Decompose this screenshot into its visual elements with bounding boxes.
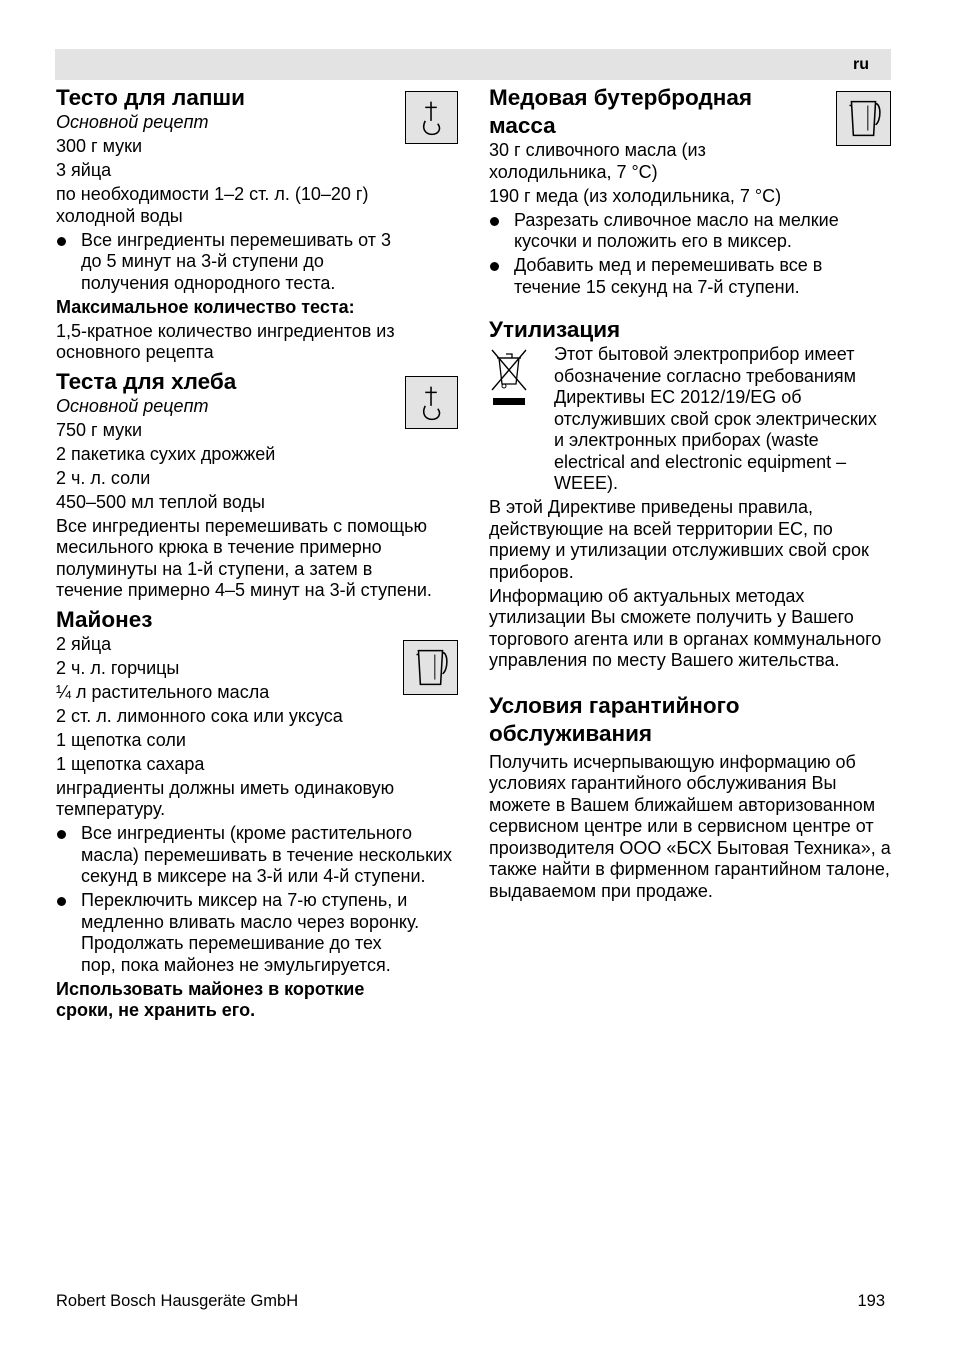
warranty-title: Условия гарантийного обслуживания: [489, 692, 740, 746]
disposal-p2: Информацию об актуальных методах утилизации Вы сможете получить у Вашего торгового агента или в органах коммунального управления по месту Вашего жительства.: [489, 585, 882, 670]
mayo-steps: [56, 823, 458, 976]
warranty-text: Получить исчерпывающую информацию об условиях гарантийного обслуживания Вы можете в Вашем ближайшем авторизованном сервисном центре или в сервисном центре от производителя ООО «БСХ Бытовая Техника», а также найти в фирменном гарантийном талоне, выдаваемом при продаже.: [489, 751, 891, 901]
noodle-ingredient: по необходимости 1–2 ст. л. (10–20 г) холодной воды: [56, 184, 369, 226]
mayo-ingredient: 2 ст. л. лимонного сока или уксуса: [56, 705, 343, 726]
left-column: [56, 84, 458, 1024]
bread-subtitle: Основной рецепт: [56, 395, 209, 416]
noodle-ingredient: 300 г муки: [56, 136, 143, 156]
noodle-steps: [56, 230, 458, 295]
mayo-title: Майонез: [56, 606, 153, 632]
bread-ingredient: 750 г муки: [56, 419, 143, 440]
page-number: 193: [857, 1292, 885, 1310]
mayo-ingredient: 2 ч. л. горчицы: [56, 657, 180, 678]
noodle-step: Все ингредиенты перемешивать от 3 до 5 минут на 3-й ступени до получения однородного теста.: [56, 230, 411, 295]
bread-ingredient: 2 ч. л. соли: [56, 467, 151, 488]
mayo-ingredient: 2 яйца: [56, 633, 112, 654]
weee-block: [489, 344, 891, 495]
mayo-final: Использовать майонез в короткие сроки, не хранить его.: [56, 978, 365, 1020]
honey-title: Медовая бутербродная масса: [489, 85, 752, 138]
right-column: [489, 84, 891, 905]
honey-step: Разрезать сливочное масло на мелкие кусочки и положить его в миксер.: [489, 210, 891, 253]
header-bar: [55, 49, 891, 80]
bread-text: Все ингредиенты перемешивать с помощью месильного крюка в течение примерно полуминуты на 1-й ступени, а затем в течение примерно 4–5 минут на 3-й ступени.: [56, 515, 432, 600]
noodle-max-label: Максимальное количество теста:: [56, 296, 355, 317]
honey-steps: [489, 210, 891, 299]
crossed-out-bin-icon: [489, 344, 529, 414]
language-label: ru: [853, 56, 869, 73]
bread-ingredient: 450–500 мл теплой воды: [56, 491, 265, 512]
mayo-ingredient: ¼ л растительного масла: [56, 681, 270, 702]
mayo-ingredient: 1 щепотка сахара: [56, 753, 205, 774]
mayo-step: Все ингредиенты (кроме растительного масла) перемешивать в течение нескольких секунд в миксере на 3-й или 4-й ступени.: [56, 823, 458, 888]
honey-ingredient: 30 г сливочного масла (из холодильника, 7 °C): [489, 140, 706, 182]
noodle-title: Тесто для лапши: [56, 85, 246, 110]
mayo-step: Переключить миксер на 7-ю ступень, и медленно вливать масло через воронку. Продолжать перемешивание до тех пор, пока майонез не эмульгируется.: [56, 890, 421, 976]
noodle-ingredient: 3 яйца: [56, 160, 112, 180]
bread-title: Теста для хлеба: [56, 368, 237, 394]
noodle-max-text: 1,5-кратное количество ингредиентов из основного рецепта: [56, 320, 395, 362]
footer-company: Robert Bosch Hausgeräte GmbH: [56, 1292, 299, 1310]
bread-ingredient: 2 пакетика сухих дрожжей: [56, 443, 276, 464]
disposal-weee-text: Этот бытовой электроприбор имеет обозначение согласно требованиям Директивы ЕС 2012/19/EG об отслуживших свой срок электрических и электронных приборах (waste electrical and electronic equipment – WEEE).: [554, 344, 877, 493]
noodle-subtitle: Основной рецепт: [56, 112, 209, 132]
honey-ingredient: 190 г меда (из холодильника, 7 °C): [489, 185, 782, 206]
mayo-note: инградиенты должны иметь одинаковую температуру.: [56, 777, 395, 819]
disposal-p1: В этой Директиве приведены правила, действующие на всей территории ЕС, по приему и утилизации отслуживших свой срок приборов.: [489, 497, 869, 582]
mayo-ingredient: 1 щепотка соли: [56, 729, 186, 750]
disposal-title: Утилизация: [489, 317, 621, 342]
honey-step: Добавить мед и перемешивать все в течение 15 секунд на 7-й ступени.: [489, 255, 864, 298]
